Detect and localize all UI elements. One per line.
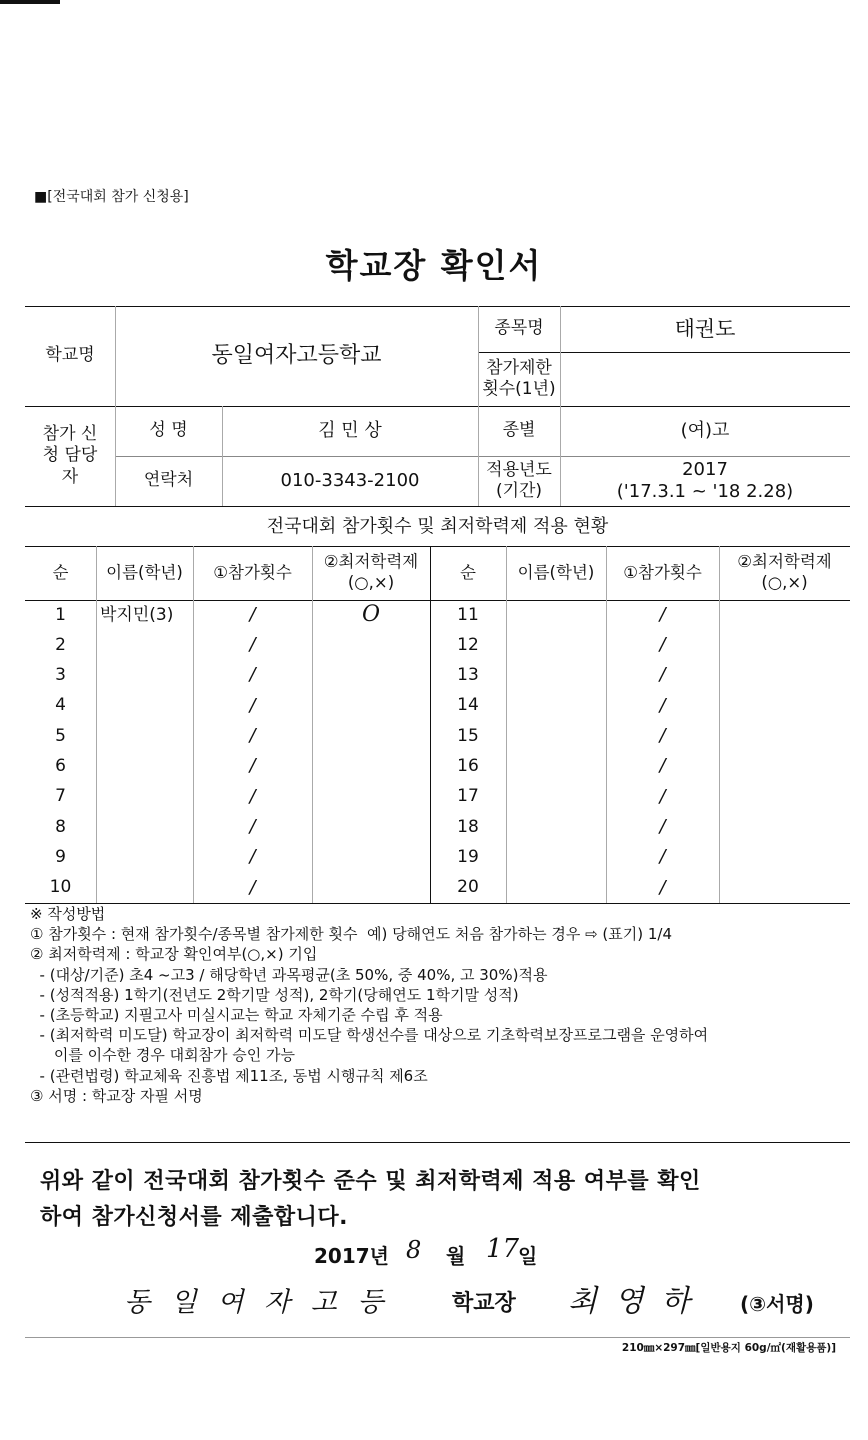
instruction-line: - (성적적용) 1학기(전년도 2학기말 성적), 2학기(당해연도 1학기말 성적) [30, 985, 519, 1004]
status-cell-name [506, 721, 606, 751]
participation-limit-value [560, 352, 850, 406]
contact-label: 연락처 [143, 470, 194, 491]
status-cell-minimum [719, 691, 850, 721]
status-cell-name [506, 842, 606, 872]
status-cell-name [506, 873, 606, 903]
status-cell-count: / [659, 876, 666, 898]
writing-instructions [30, 904, 850, 1106]
status-cell-minimum [719, 782, 850, 812]
status-cell-no: 9 [55, 846, 66, 867]
status-cell-no: 8 [55, 816, 66, 837]
contact-phone: 010-3343-2100 [280, 469, 420, 491]
status-cell-count: / [659, 603, 666, 625]
application-tag: ■[전국대회 참가 신청용] [34, 189, 189, 205]
instruction-line: ※ 작성방법 [30, 905, 106, 923]
paper-spec-footer: 210㎜×297㎜[일반용지 60g/㎡(재활용품)] [621, 1342, 836, 1354]
status-cell-name [96, 812, 193, 842]
status-cell-no: 2 [55, 634, 66, 655]
status-cell-name [96, 721, 193, 751]
status-column-header: ②최저학력제 (○,×) [737, 552, 832, 592]
status-cell-name [506, 691, 606, 721]
status-cell-name [506, 661, 606, 691]
period-label: 적용년도 (기간) [486, 459, 552, 501]
status-cell-minimum [312, 812, 430, 842]
status-cell-minimum [312, 842, 430, 872]
category-value: (여)고 [680, 419, 730, 441]
status-cell-no: 5 [55, 725, 66, 746]
signature-seal-label: (③서명) [740, 1292, 814, 1316]
status-column-header: 순 [52, 562, 69, 582]
status-cell-count: / [249, 846, 256, 868]
date-year: 2017년 [314, 1244, 389, 1268]
status-cell-no: 10 [49, 877, 72, 898]
status-cell-count: / [249, 876, 256, 898]
date-day-label: 일 [518, 1244, 538, 1268]
status-cell-minimum [312, 691, 430, 721]
instruction-line: ① 참가횟수 : 현재 참가횟수/종목별 참가제한 횟수 예) 당해연도 처음 참가하는 경우 ⇨ (표기) 1/4 [30, 925, 673, 944]
status-column-header: 이름(학년) [106, 562, 183, 582]
status-cell-count: / [659, 815, 666, 837]
status-cell-no: 17 [457, 786, 479, 807]
applicant-name-label: 성 명 [149, 420, 188, 441]
status-cell-no: 6 [55, 756, 66, 777]
school-name-handwritten: 동 일 여 자 고 등 [124, 1287, 390, 1318]
status-cell-no: 4 [55, 695, 66, 716]
date-day-handwritten: 17 [486, 1234, 520, 1264]
status-cell-name [96, 842, 193, 872]
instruction-line: - (초등학교) 지필고사 미실시교는 학교 자체기준 수립 후 적용 [30, 1006, 443, 1025]
status-cell-name [506, 782, 606, 812]
status-cell-no: 13 [457, 665, 479, 686]
instruction-line: - (최저학력 미도달) 학교장이 최저학력 미도달 학생선수를 대상으로 기초학력보장프로그램을 운영하여 [30, 1026, 709, 1045]
status-cell-minimum [719, 812, 850, 842]
period-year: 2017 [682, 458, 728, 480]
status-cell-minimum [719, 873, 850, 903]
closing-line-1: 위와 같이 전국대회 참가횟수 준수 및 최저학력제 적용 여부를 확인 [40, 1169, 701, 1194]
period-range: ('17.3.1 ~ '18 2.28) [616, 481, 794, 502]
status-cell-no: 12 [457, 634, 479, 655]
principal-label: 학교장 [452, 1291, 516, 1316]
participation-limit-label: 참가제한 횟수(1년) [482, 357, 556, 399]
status-cell-count: / [659, 755, 666, 777]
instruction-line: 이를 이수한 경우 대회참가 승인 가능 [30, 1046, 296, 1065]
document-title: 학교장 확인서 [325, 246, 543, 285]
status-cell-name [96, 752, 193, 782]
status-column-header: ①참가횟수 [623, 562, 702, 582]
sport-value: 태권도 [674, 316, 736, 341]
school-label: 학교명 [45, 345, 95, 366]
status-cell-minimum [719, 661, 850, 691]
status-section-title: 전국대회 참가횟수 및 최저학력제 적용 현황 [266, 515, 609, 537]
status-cell-count: / [659, 785, 666, 807]
school-name: 동일여자고등학교 [211, 343, 382, 369]
status-cell-name [96, 782, 193, 812]
instruction-line: ③ 서명 : 학교장 자필 서명 [30, 1086, 203, 1105]
status-cell-no: 19 [457, 846, 479, 867]
status-cell-minimum [312, 873, 430, 903]
status-column-header: 순 [460, 562, 476, 582]
status-cell-minimum [312, 661, 430, 691]
status-cell-count: / [659, 846, 666, 868]
status-cell-no: 15 [457, 725, 479, 746]
status-cell-no: 3 [55, 665, 66, 686]
status-column-header: ①참가횟수 [213, 562, 292, 582]
applicant-name: 김 민 상 [318, 419, 382, 441]
status-cell-name [96, 873, 193, 903]
status-cell-count: / [249, 664, 256, 686]
status-cell-name [506, 600, 606, 630]
status-cell-count: / [659, 634, 666, 656]
instruction-line: - (대상/기준) 초4 ~고3 / 해당학년 과목평균(초 50%, 중 40%, 고 30%)적용 [30, 965, 548, 984]
status-cell-minimum [312, 782, 430, 812]
status-cell-count: / [249, 815, 256, 837]
status-cell-no: 1 [55, 604, 66, 625]
status-cell-minimum [312, 721, 430, 751]
status-cell-name [506, 752, 606, 782]
status-cell-name [506, 630, 606, 660]
status-cell-count: / [249, 603, 256, 625]
status-cell-minimum [719, 630, 850, 660]
status-cell-no: 18 [457, 816, 479, 837]
status-cell-minimum [312, 752, 430, 782]
status-cell-count: / [659, 664, 666, 686]
status-cell-name [96, 691, 193, 721]
status-cell-minimum [312, 630, 430, 660]
status-cell-count: / [659, 725, 666, 747]
footer-rule [25, 1337, 850, 1338]
status-cell-minimum [719, 600, 850, 630]
status-cell-name [506, 812, 606, 842]
status-cell-no: 7 [55, 786, 66, 807]
status-cell-no: 16 [457, 756, 479, 777]
status-cell-count: / [249, 694, 256, 716]
status-cell-minimum: O [361, 602, 381, 628]
instruction-line: ② 최저학력제 : 학교장 확인여부(○,×) 기입 [30, 945, 318, 964]
status-cell-count: / [249, 725, 256, 747]
closing-statement [40, 1164, 840, 1236]
date-month-label: 월 [446, 1244, 466, 1268]
status-cell-count: / [659, 694, 666, 716]
applicant-label: 참가 신청 담당자 [42, 424, 98, 487]
scan-corner-mark [0, 0, 60, 4]
info-table-bottom-border [25, 506, 850, 507]
status-cell-name [96, 630, 193, 660]
status-cell-name [96, 661, 193, 691]
status-cell-count: / [249, 634, 256, 656]
status-column-header: 이름(학년) [517, 562, 595, 582]
status-cell-name: 박지민(3) [100, 604, 174, 625]
status-cell-minimum [719, 721, 850, 751]
signature-row [0, 1276, 868, 1326]
principal-signature: 최 영 하 [568, 1284, 695, 1319]
status-cell-count: / [249, 785, 256, 807]
status-cell-count: / [249, 755, 256, 777]
status-cell-minimum [719, 842, 850, 872]
status-cell-no: 14 [457, 695, 479, 716]
status-cell-no: 11 [457, 604, 479, 625]
category-label: 종별 [502, 420, 536, 441]
status-column-header: ②최저학력제 (○,×) [323, 552, 419, 592]
closing-line-2: 하여 참가신청서를 제출합니다. [40, 1205, 348, 1230]
instruction-line: - (관련법령) 학교체육 진흥법 제11조, 동법 시행규칙 제6조 [30, 1066, 428, 1085]
status-cell-minimum [719, 752, 850, 782]
notes-bottom-border [25, 1142, 850, 1143]
status-cell-no: 20 [457, 877, 479, 898]
date-month-handwritten: 8 [406, 1236, 422, 1264]
sport-label: 종목명 [494, 318, 544, 339]
